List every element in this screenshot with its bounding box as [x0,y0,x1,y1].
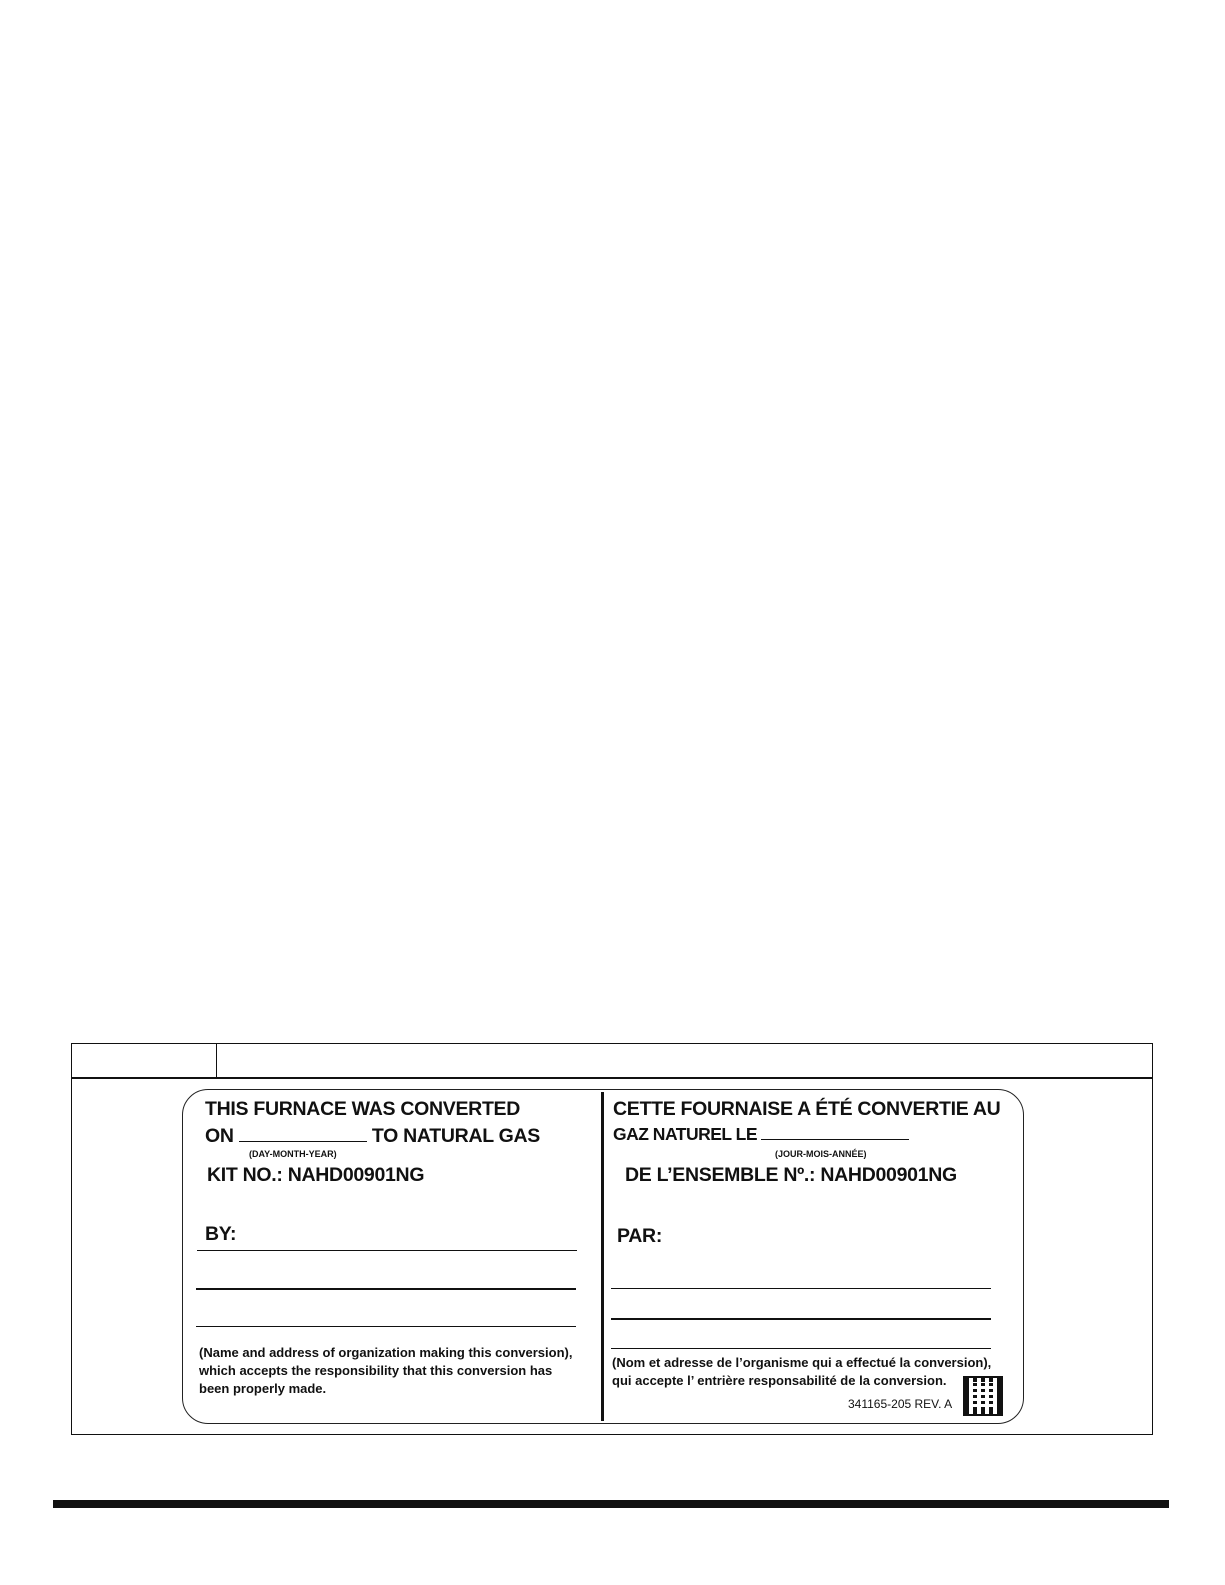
fr-par-line-2[interactable] [611,1318,991,1320]
fr-par-line-1[interactable] [611,1288,991,1289]
fr-gas-le: GAZ NATUREL LE [613,1124,758,1144]
frame-header-cell [72,1044,217,1077]
en-note-1: (Name and address of organization making this conversion), [199,1345,573,1360]
fr-date-blank[interactable] [761,1139,909,1140]
en-to-gas: TO NATURAL GAS [371,1125,540,1147]
en-note-2: which accepts the responsibility that this conversion has [199,1363,553,1378]
fr-kit-number: DE L’ENSEMBLE Nº.: NAHD00901NG [625,1164,957,1186]
en-by-line-3[interactable] [196,1326,576,1327]
en-date-blank[interactable] [239,1141,367,1142]
fr-date-hint: (JOUR-MOIS-ANNÉE) [775,1149,867,1159]
page-bottom-rule [53,1500,1169,1508]
label-divider [601,1092,604,1421]
datamatrix-code-icon [963,1376,1003,1416]
conversion-label [182,1089,1024,1424]
en-by-line-1[interactable] [197,1250,577,1251]
fr-line1: CETTE FOURNAISE A ÉTÉ CONVERTIE AU [613,1098,1001,1120]
frame-header-row [72,1044,1152,1079]
en-by-label: BY: [205,1223,237,1245]
fr-par-label: PAR: [617,1225,663,1247]
en-on: ON [205,1125,234,1147]
en-kit-number: KIT NO.: NAHD00901NG [207,1164,425,1186]
part-number: 341165-205 REV. A [848,1397,953,1411]
fr-note-2: qui accepte l’ entrière responsabilité de la conversion. [612,1373,947,1388]
en-note-3: been properly made. [199,1381,327,1396]
fr-note-1: (Nom et adresse de l’organisme qui a effectué la conversion), [612,1355,992,1370]
fr-par-line-3[interactable] [611,1348,991,1349]
en-date-line [205,1125,540,1148]
en-line1: THIS FURNACE WAS CONVERTED [205,1098,521,1120]
fr-date-line [613,1124,909,1145]
en-by-line-2[interactable] [196,1288,576,1290]
en-date-hint: (DAY-MONTH-YEAR) [249,1149,337,1159]
